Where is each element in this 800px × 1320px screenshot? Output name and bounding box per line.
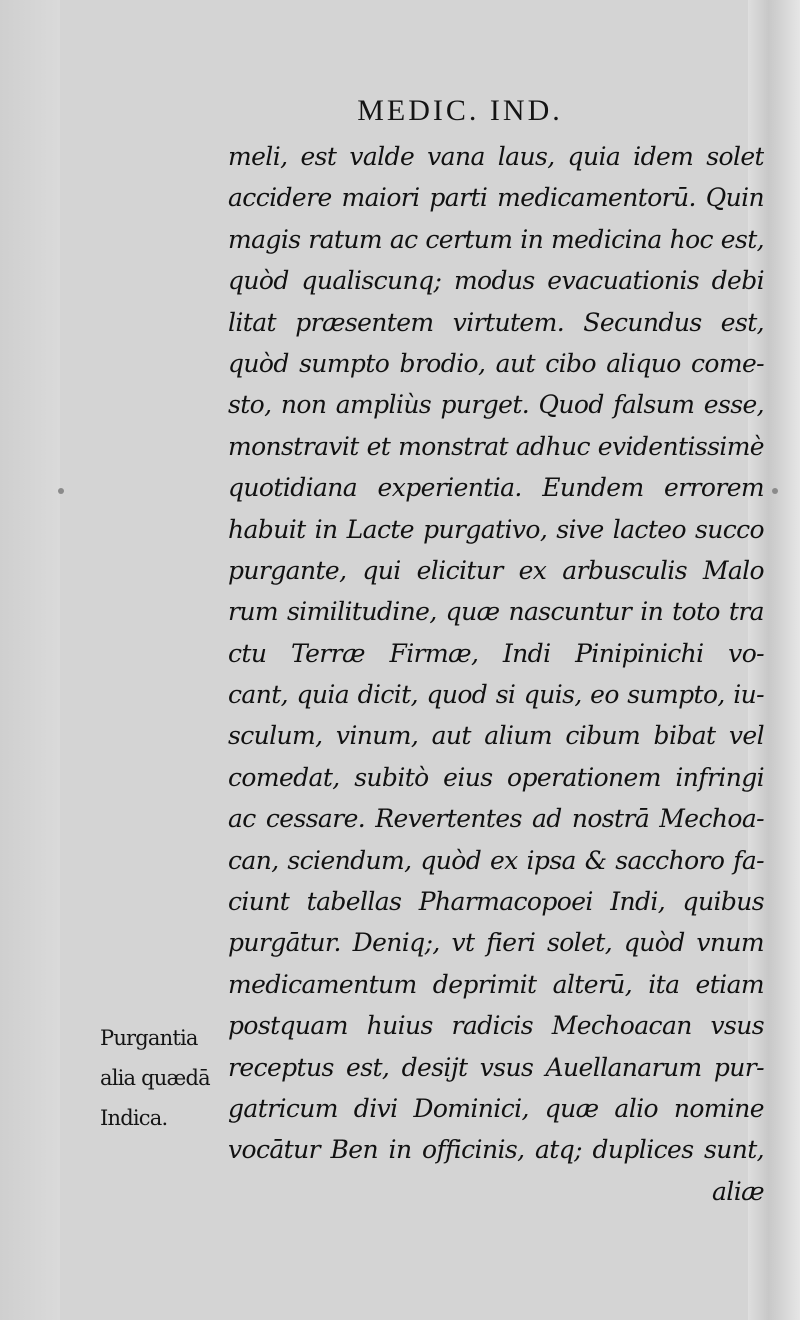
text-line: habuit in Lacte purgativo, sive lacteo succo <box>228 514 764 544</box>
text-line: purgante, qui elicitur ex arbusculis Malo <box>228 555 764 585</box>
text-line: comedat, subitò eius operationem infringi <box>228 762 764 792</box>
page-shadow-left <box>0 0 60 1320</box>
text-line: ctu Terræ Firmæ, Indi Pinipinichi vo- <box>228 638 764 668</box>
margin-speck <box>58 488 64 494</box>
marginal-note-line: Purgantia <box>100 1026 198 1050</box>
text-line: ac cessare. Revertentes ad nostrā Mechoa- <box>228 804 764 834</box>
marginal-note-line: alia quædā <box>100 1066 210 1090</box>
text-line: vocātur Ben in officinis, atq; duplices sunt, <box>228 1135 764 1165</box>
marginal-note <box>100 1018 220 1138</box>
text-line: quòd sumpto brodio, aut cibo aliquo come- <box>228 348 764 378</box>
text-line: can, sciendum, quòd ex ipsa & sacchoro fa- <box>228 845 764 875</box>
text-line: accidere maiori parti medicamentorū. Quin <box>228 183 764 213</box>
text-line: quòd qualiscunq; modus evacuationis debi <box>228 266 764 296</box>
marginal-note-line: Indica. <box>100 1106 168 1130</box>
text-line: quotidiana experientia. Eundem errorem <box>228 473 764 503</box>
running-title: MEDIC. IND. <box>357 94 563 127</box>
main-text-block <box>228 136 764 1212</box>
text-line: magis ratum ac certum in medicina hoc est, <box>228 224 764 254</box>
text-line: medicamentum deprimit alterū, ita etiam <box>228 969 764 999</box>
text-line: ciunt tabellas Pharmacopoei Indi, quibus <box>228 887 764 917</box>
catchword: aliæ <box>712 1176 764 1206</box>
running-header <box>0 94 800 128</box>
text-line: sculum, vinum, aut alium cibum bibat vel <box>228 721 764 751</box>
text-line: rum similitudine, quæ nascuntur in toto tra <box>228 597 764 627</box>
text-line: monstravit et monstrat adhuc evidentissimè <box>228 431 764 461</box>
margin-speck <box>772 488 778 494</box>
text-line: meli, est valde vana laus, quia idem solet <box>228 142 764 171</box>
text-line: litat præsentem virtutem. Secundus est, <box>228 307 764 337</box>
text-line: purgātur. Deniq;, vt fieri solet, quòd vnum <box>228 928 764 958</box>
text-line: postquam huius radicis Mechoacan vsus <box>228 1011 764 1041</box>
text-line: cant, quia dicit, quod si quis, eo sumpto, iu- <box>228 680 764 710</box>
text-line: receptus est, desijt vsus Auellanarum pur- <box>228 1052 764 1082</box>
text-line: gatricum divi Dominici, quæ alio nomine <box>228 1093 764 1123</box>
text-line: sto, non ampliùs purget. Quod falsum esse, <box>228 390 764 420</box>
